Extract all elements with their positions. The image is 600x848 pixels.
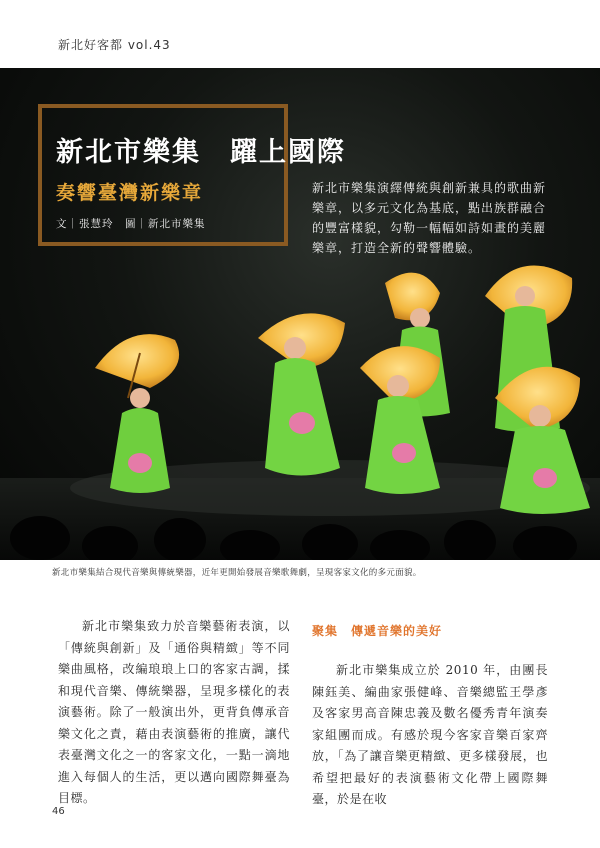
dancer-1	[95, 334, 179, 493]
section-heading: 聚集 傳遞音樂的美好	[312, 624, 443, 638]
article-credit: 文｜張慧玲 圖｜新北市樂集	[56, 218, 206, 230]
article-title: 新北市樂集 躍上國際	[56, 137, 346, 168]
article-subtitle: 奏響臺灣新樂章	[56, 182, 204, 204]
dancer-6	[495, 367, 590, 514]
dancer-2	[258, 313, 345, 475]
magazine-header: 新北好客都 vol.43	[58, 38, 171, 52]
body-paragraph-left: 新北市樂集致力於音樂藝術表演，以「傳統與創新」及「通俗與精緻」等不同樂曲風格，改編琅琅上口的客家古調，揉和現代音樂、傳統樂器，呈現多樣化的表演藝術。除了一般演出外，更背負傳承音樂文化之責，藉由表演藝術的推廣，讓代表臺灣文化之一的客家文化，一點一滴地進入每個人的生活，更以邁向國際舞臺為目標。	[58, 619, 290, 805]
article-intro: 新北市樂集演繹傳統與創新兼具的歌曲新樂章，以多元文化為基底，點出族群融合的豐富樣貌，勾勒一幅幅如詩如畫的美麗樂章，打造全新的聲響體驗。	[312, 181, 547, 255]
dancer-4	[360, 346, 440, 494]
body-paragraph-right: 新北市樂集成立於 2010 年，由團長陳鈺美、編曲家張健峰、音樂總監王學彥及客家男高音陳忠義及數名優秀青年演奏家組團而成。有感於現今客家音樂百家齊放，「為了讓音樂更精緻、更多樣發展，也希望把最好的表演藝術文化帶上國際舞臺，於是在收	[312, 663, 548, 806]
hero-photo	[0, 68, 600, 560]
page-number: 46	[52, 806, 65, 817]
photo-caption: 新北市樂集結合現代音樂與傳統樂器，近年更開始發展音樂歌舞劇，呈現客家文化的多元面貌。	[52, 568, 422, 578]
